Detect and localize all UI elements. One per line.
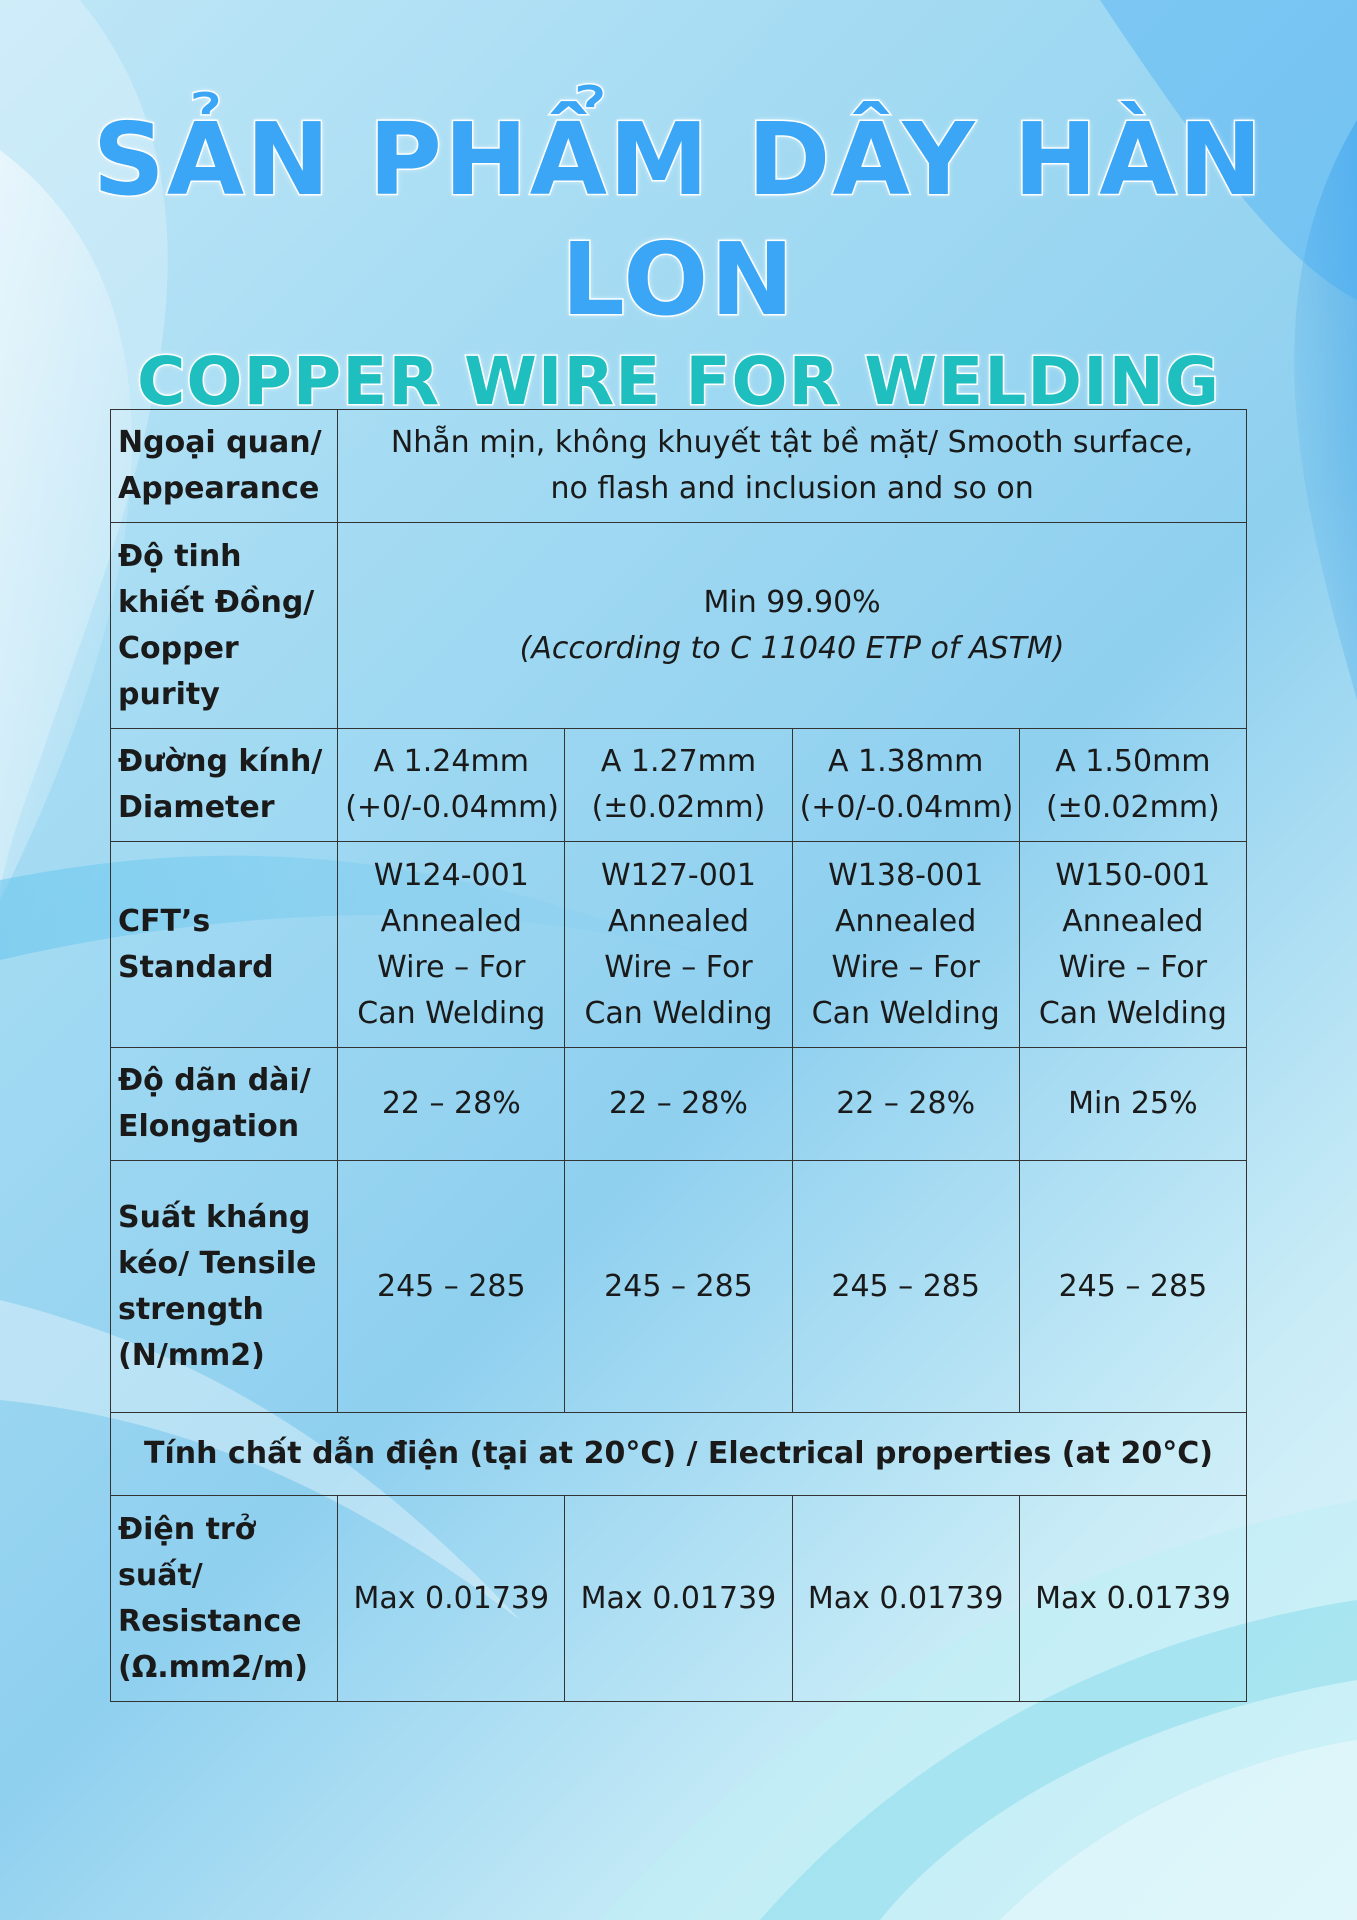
standard-code: W124-001 [373, 857, 529, 893]
standard-desc: Annealed Wire – For Can Welding [1038, 903, 1227, 1031]
row-label-diameter: Đường kính/ Diameter [111, 729, 338, 842]
purity-value [338, 523, 1247, 729]
diameter-size: A 1.38mm [828, 744, 984, 779]
elongation-value: 22 – 28% [565, 1048, 792, 1161]
appearance-value [338, 410, 1247, 523]
purity-min: Min 99.90% [703, 584, 881, 620]
elongation-value: Min 25% [1019, 1048, 1246, 1161]
table-row [111, 1048, 1247, 1161]
table-row [111, 842, 1247, 1048]
appearance-line2: no flash and inclusion and so on [550, 471, 1034, 506]
diameter-tolerance: (±0.02mm) [591, 790, 766, 825]
page-title: SẢN PHẨM DÂY HÀN LON [92, 101, 1265, 338]
standard-cell [565, 842, 792, 1048]
row-label-purity: Độ tinh khiết Đồng/ Copper purity [111, 523, 338, 729]
row-label-resistance: Điện trở suất/ Resistance (Ω.mm2/m) [111, 1496, 338, 1702]
table-row [111, 1496, 1247, 1702]
header [0, 100, 1357, 422]
electrical-section-heading: Tính chất dẫn điện (tại at 20°C) / Electrical properties (at 20°C) [111, 1413, 1247, 1496]
diameter-tolerance: (+0/-0.04mm) [345, 790, 559, 825]
diameter-tolerance: (±0.02mm) [1045, 790, 1220, 825]
resistance-value: Max 0.01739 [792, 1496, 1019, 1702]
row-label-appearance: Ngoại quan/ Appearance [111, 410, 338, 523]
tensile-value: 245 – 285 [565, 1161, 792, 1413]
diameter-cell [565, 729, 792, 842]
tensile-value: 245 – 285 [1019, 1161, 1246, 1413]
row-label-standard: CFT’s Standard [111, 842, 338, 1048]
page-subtitle: COPPER WIRE FOR WELDING [136, 343, 1221, 420]
table-row [111, 523, 1247, 729]
standard-code: W127-001 [600, 857, 756, 893]
spec-table [110, 409, 1247, 1702]
diameter-size: A 1.27mm [600, 744, 757, 779]
tensile-value: 245 – 285 [338, 1161, 565, 1413]
standard-code: W138-001 [828, 857, 984, 893]
diameter-cell [1019, 729, 1246, 842]
row-label-tensile: Suất kháng kéo/ Tensile strength (N/mm2) [111, 1161, 338, 1413]
standard-desc: Annealed Wire – For Can Welding [811, 903, 1000, 1031]
standard-desc: Annealed Wire – For Can Welding [584, 903, 773, 1031]
purity-note: (According to C 11040 ETP of ASTM) [519, 630, 1065, 666]
table-row [111, 410, 1247, 523]
diameter-cell [338, 729, 565, 842]
standard-cell [792, 842, 1019, 1048]
resistance-value: Max 0.01739 [338, 1496, 565, 1702]
table-row [111, 729, 1247, 842]
appearance-line1: Nhẵn mịn, không khuyết tật bề mặt/ Smooth surface, [390, 425, 1194, 460]
tensile-value: 245 – 285 [792, 1161, 1019, 1413]
diameter-tolerance: (+0/-0.04mm) [799, 790, 1014, 825]
resistance-value: Max 0.01739 [1019, 1496, 1246, 1702]
resistance-value: Max 0.01739 [565, 1496, 792, 1702]
standard-cell [338, 842, 565, 1048]
standard-desc: Annealed Wire – For Can Welding [357, 903, 546, 1031]
elongation-value: 22 – 28% [338, 1048, 565, 1161]
table-row [111, 1161, 1247, 1413]
row-label-elongation: Độ dãn dài/ Elongation [111, 1048, 338, 1161]
diameter-cell [792, 729, 1019, 842]
standard-code: W150-001 [1055, 857, 1211, 893]
diameter-size: A 1.50mm [1055, 744, 1211, 779]
elongation-value: 22 – 28% [792, 1048, 1019, 1161]
standard-cell [1019, 842, 1246, 1048]
diameter-size: A 1.24mm [373, 744, 529, 779]
table-row [111, 1413, 1247, 1496]
